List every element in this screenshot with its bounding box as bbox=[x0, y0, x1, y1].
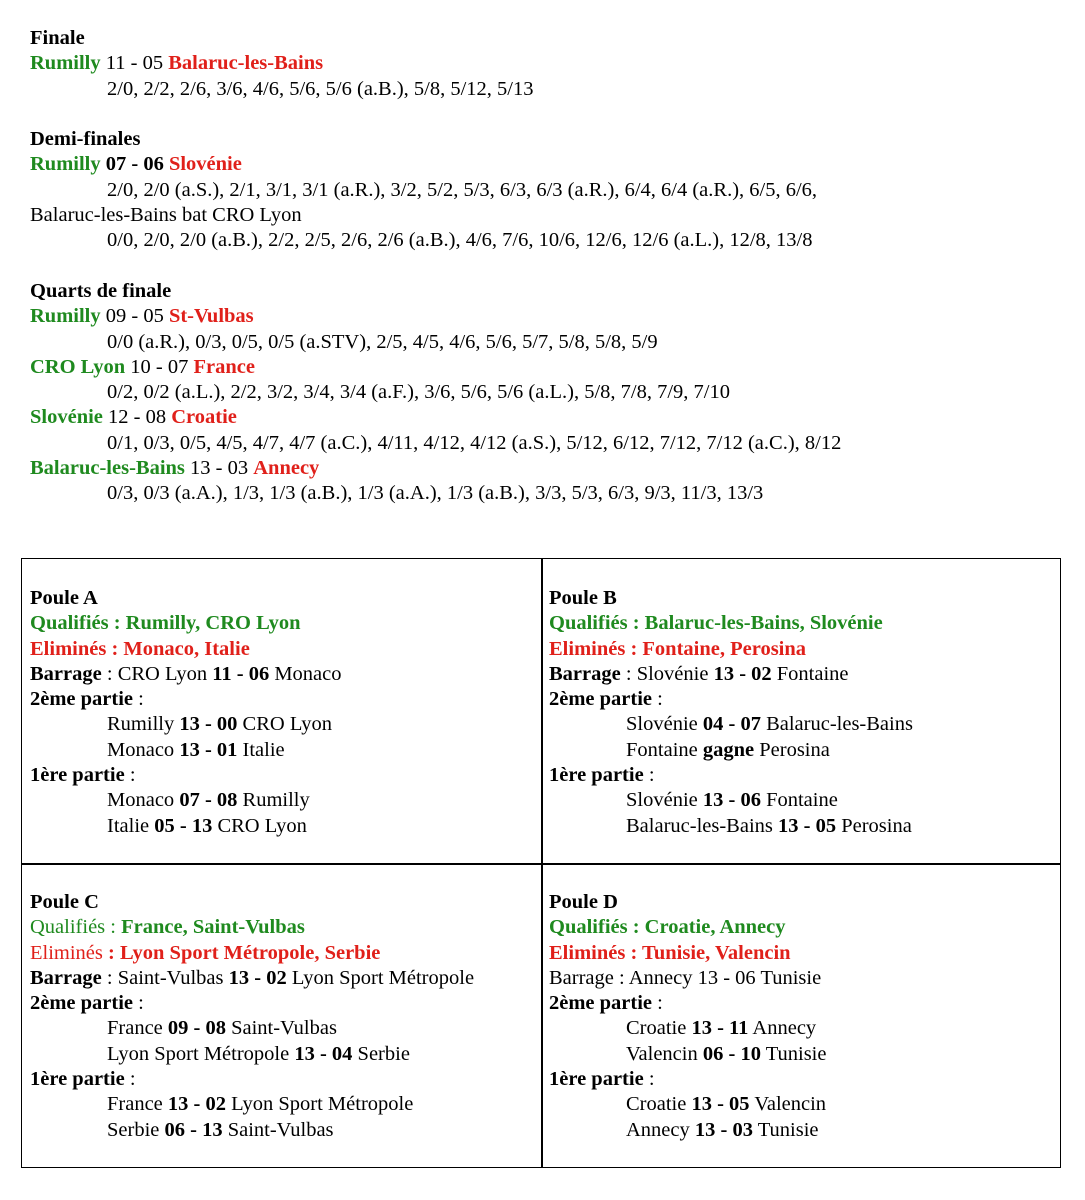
poule-partie1-label: 1ère partie : bbox=[30, 1068, 136, 1091]
poule-match: Monaco 13 - 01 Italie bbox=[107, 738, 285, 761]
quart-match bbox=[30, 304, 1070, 329]
poule-match: Italie 05 - 13 CRO Lyon bbox=[107, 814, 307, 837]
poule-partie2-label: 2ème partie : bbox=[30, 992, 144, 1015]
demi-1-loser: Slovénie bbox=[168, 153, 242, 176]
poule-match: Fontaine gagne Perosina bbox=[626, 738, 830, 761]
poule-barrage: Barrage : Slovénie 13 - 02 Fontaine bbox=[549, 662, 849, 685]
poule-qualifies: Qualifiés : Rumilly, CRO Lyon bbox=[30, 612, 301, 635]
poule-elimines: Eliminés : Tunisie, Valencin bbox=[549, 941, 791, 964]
poule-title: Poule A bbox=[30, 587, 98, 609]
poule-d-cell bbox=[549, 890, 1059, 1143]
finale-loser: Balaruc-les-Bains bbox=[168, 52, 324, 75]
finale-match bbox=[30, 51, 1070, 76]
poule-partie2-label: 2ème partie : bbox=[549, 992, 663, 1015]
quart-progression: 0/1, 0/3, 0/5, 4/5, 4/7, 4/7 (a.C.), 4/11, 4/12, 4/12 (a.S.), 5/12, 6/12, 7/12, 7/12 (a.C.), 8/12 bbox=[107, 431, 842, 454]
quart-winner: Balaruc-les-Bains bbox=[30, 457, 185, 480]
poule-match: Rumilly 13 - 00 CRO Lyon bbox=[107, 713, 332, 736]
poule-barrage: Barrage : Annecy 13 - 06 Tunisie bbox=[549, 966, 822, 989]
poule-elimines: Eliminés : Monaco, Italie bbox=[30, 637, 250, 660]
quart-progression: 0/0 (a.R.), 0/3, 0/5, 0/5 (a.STV), 2/5, 4/5, 4/6, 5/6, 5/7, 5/8, 5/8, 5/9 bbox=[107, 330, 658, 353]
poule-qualifies: Qualifiés : Croatie, Annecy bbox=[549, 916, 786, 939]
quarts-heading: Quarts de finale bbox=[30, 279, 172, 302]
poule-match: Lyon Sport Métropole 13 - 04 Serbie bbox=[107, 1042, 410, 1065]
poule-match: France 13 - 02 Lyon Sport Métropole bbox=[107, 1093, 414, 1116]
quart-loser: St-Vulbas bbox=[168, 305, 254, 328]
quart-score: 13 - 03 bbox=[190, 457, 249, 480]
poule-elimines: Eliminés : Fontaine, Perosina bbox=[549, 637, 807, 660]
poule-qualifies: Qualifiés : Balaruc-les-Bains, Slovénie bbox=[549, 612, 883, 635]
poule-match: Slovénie 13 - 06 Fontaine bbox=[626, 789, 838, 812]
demi-match-2: Balaruc-les-Bains bat CRO Lyon bbox=[30, 204, 302, 227]
poule-partie2-label: 2ème partie : bbox=[30, 688, 144, 711]
poule-match: France 09 - 08 Saint-Vulbas bbox=[107, 1017, 337, 1040]
poule-elimines: Eliminés : Lyon Sport Métropole, Serbie bbox=[30, 941, 381, 964]
quart-winner: Rumilly bbox=[30, 305, 101, 328]
poule-match: Valencin 06 - 10 Tunisie bbox=[626, 1042, 827, 1065]
quart-match bbox=[30, 456, 1070, 481]
poule-match: Annecy 13 - 03 Tunisie bbox=[626, 1118, 819, 1141]
quart-score: 09 - 05 bbox=[105, 305, 164, 328]
quart-loser: Croatie bbox=[171, 406, 237, 429]
quart-match bbox=[30, 355, 1070, 380]
demi-2-progression: 0/0, 2/0, 2/0 (a.B.), 2/2, 2/5, 2/6, 2/6 (a.B.), 4/6, 7/6, 10/6, 12/6, 12/6 (a.L.), 12/8, 13/8 bbox=[107, 229, 813, 252]
table-divider-horizontal bbox=[22, 863, 1060, 865]
quart-winner: Slovénie bbox=[30, 406, 103, 429]
poule-barrage: Barrage : CRO Lyon 11 - 06 Monaco bbox=[30, 662, 342, 685]
poule-match: Croatie 13 - 05 Valencin bbox=[626, 1093, 827, 1116]
poule-partie2-label: 2ème partie : bbox=[549, 688, 663, 711]
quart-progression: 0/3, 0/3 (a.A.), 1/3, 1/3 (a.B.), 1/3 (a.A.), 1/3 (a.B.), 3/3, 5/3, 6/3, 9/3, 11/3, 13/3 bbox=[107, 482, 764, 505]
finale-winner: Rumilly bbox=[30, 52, 101, 75]
quart-winner: CRO Lyon bbox=[30, 355, 126, 378]
quart-loser: France bbox=[193, 355, 255, 378]
poule-partie1-label: 1ère partie : bbox=[549, 1068, 655, 1091]
finale-score: 11 - 05 bbox=[105, 52, 164, 75]
finale-heading: Finale bbox=[30, 27, 85, 49]
quart-match bbox=[30, 405, 1070, 430]
quart-loser: Annecy bbox=[253, 457, 320, 480]
poule-match: Balaruc-les-Bains 13 - 05 Perosina bbox=[626, 814, 912, 837]
poule-match: Monaco 07 - 08 Rumilly bbox=[107, 789, 310, 812]
poule-partie1-label: 1ère partie : bbox=[30, 764, 136, 787]
poule-c-cell bbox=[30, 890, 540, 1143]
demi-1-score: 07 - 06 bbox=[105, 153, 164, 176]
poule-match: Slovénie 04 - 07 Balaruc-les-Bains bbox=[626, 713, 913, 736]
finale-progression: 2/0, 2/2, 2/6, 3/6, 4/6, 5/6, 5/6 (a.B.), 5/8, 5/12, 5/13 bbox=[107, 77, 534, 100]
poule-barrage: Barrage : Saint-Vulbas 13 - 02 Lyon Sport Métropole bbox=[30, 966, 475, 989]
poule-a-cell bbox=[30, 586, 540, 839]
demi-heading: Demi-finales bbox=[30, 128, 141, 151]
results-section bbox=[30, 26, 1070, 507]
poule-title: Poule D bbox=[549, 891, 618, 913]
quart-score: 12 - 08 bbox=[108, 406, 167, 429]
poule-match: Croatie 13 - 11 Annecy bbox=[626, 1017, 817, 1040]
poule-b-cell bbox=[549, 586, 1059, 839]
quart-progression: 0/2, 0/2 (a.L.), 2/2, 3/2, 3/4, 3/4 (a.F.), 3/6, 5/6, 5/6 (a.L.), 5/8, 7/8, 7/9, 7/10 bbox=[107, 381, 730, 404]
poule-partie1-label: 1ère partie : bbox=[549, 764, 655, 787]
demi-match-1 bbox=[30, 152, 1070, 177]
demi-1-winner: Rumilly bbox=[30, 153, 101, 176]
poule-title: Poule B bbox=[549, 587, 617, 609]
demi-1-progression: 2/0, 2/0 (a.S.), 2/1, 3/1, 3/1 (a.R.), 3/2, 5/2, 5/3, 6/3, 6/3 (a.R.), 6/4, 6/4 (a.R.), 6/5, 6/6, bbox=[107, 178, 818, 201]
poule-title: Poule C bbox=[30, 891, 99, 913]
poule-qualifies: Qualifiés : France, Saint-Vulbas bbox=[30, 916, 305, 939]
poules-table bbox=[21, 558, 1061, 1168]
poule-match: Serbie 06 - 13 Saint-Vulbas bbox=[107, 1118, 334, 1141]
quart-score: 10 - 07 bbox=[130, 355, 189, 378]
